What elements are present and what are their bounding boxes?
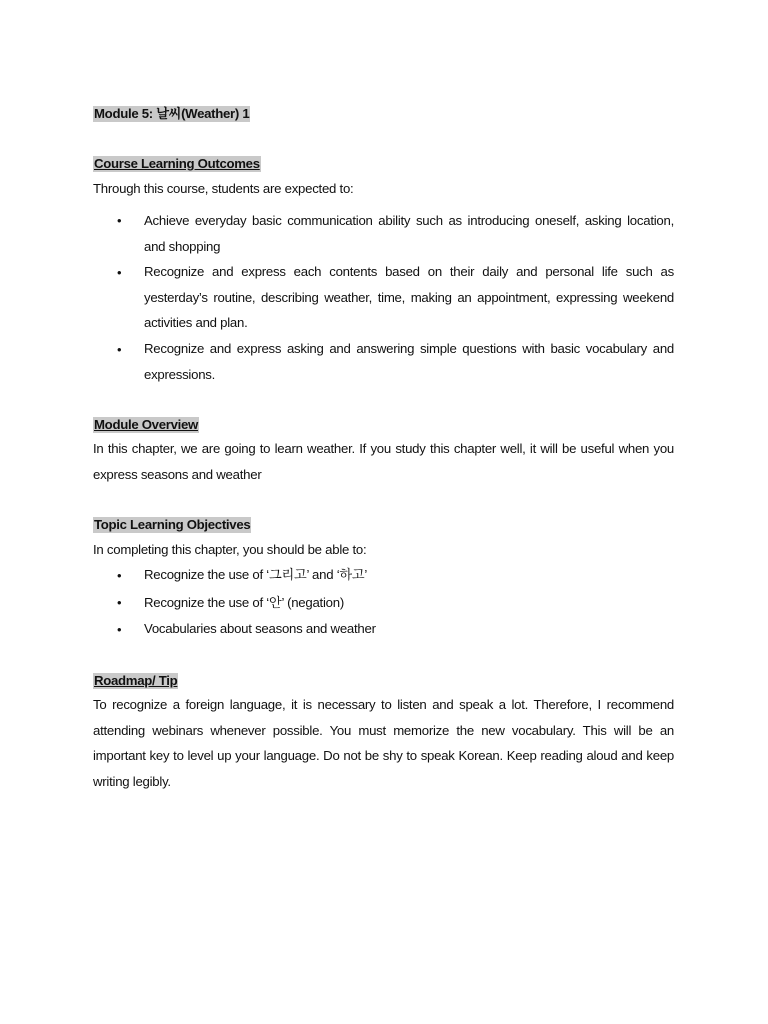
objective-item-2: Recognize the use of ‘안’ (negation) (144, 595, 344, 610)
roadmap-heading: Roadmap/ Tip (94, 673, 178, 688)
objective-item-1: Recognize the use of ‘그리고’ and ‘하고’ (144, 567, 368, 582)
outcomes-intro: Through this course, students are expected to: (93, 181, 354, 196)
bullet-marker: • (117, 595, 122, 610)
outcomes-heading: Course Learning Outcomes (94, 156, 260, 171)
objectives-heading: Topic Learning Objectives (94, 517, 251, 532)
outcome-item-2: Recognize and express each contents based on their daily and personal life such as yesterday’s routine, describing weather, time, making an appointment, expressing weekend activities and plan. (144, 264, 674, 330)
bullet-marker: • (117, 213, 122, 228)
roadmap-text: To recognize a foreign language, it is necessary to listen and speak a lot. Therefore, I recommend attending webinars whenever possible. You must memorize the new vocabulary. This will be an important key to level up your language. Do not be shy to speak Korean. Keep reading aloud and keep writing legibly. (93, 697, 674, 789)
bullet-marker: • (117, 568, 122, 583)
objective-item-3: Vocabularies about seasons and weather (144, 621, 376, 636)
bullet-marker: • (117, 265, 122, 280)
bullet-marker: • (117, 342, 122, 357)
module-title: Module 5: 날씨(Weather) 1 (94, 106, 250, 121)
overview-heading: Module Overview (94, 417, 198, 432)
bullet-marker: • (117, 622, 122, 637)
objectives-intro: In completing this chapter, you should be able to: (93, 542, 367, 557)
outcome-item-1: Achieve everyday basic communication ability such as introducing oneself, asking location, and shopping (144, 213, 674, 254)
overview-text: In this chapter, we are going to learn weather. If you study this chapter well, it will be useful when you express seasons and weather (93, 441, 674, 482)
outcome-item-3: Recognize and express asking and answering simple questions with basic vocabulary and expressions. (144, 341, 674, 382)
